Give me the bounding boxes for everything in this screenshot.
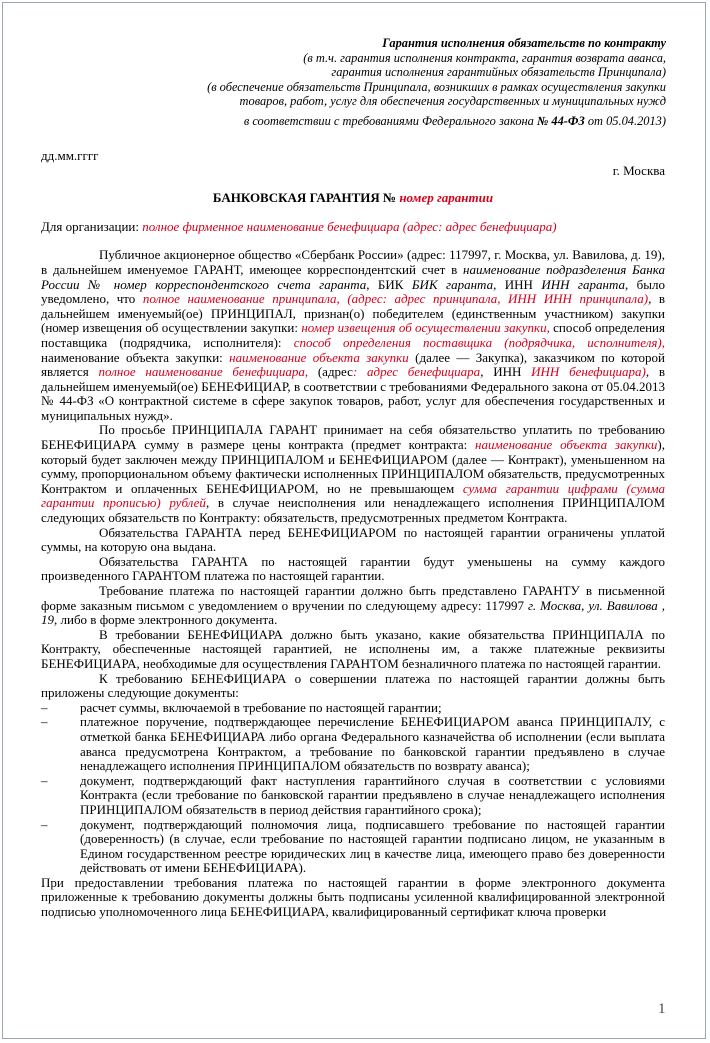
beneficiary-name-placeholder: полное наименование бенефициара,	[98, 364, 309, 380]
document-header	[41, 36, 666, 129]
list-item: – документ, подтверждающий факт наступления гарантийного случая в соответствии с условиями Контракта (если требование по банковской гарантии предъявлено в случае ненадлежащего исполнения ПРИНЦИПАЛОМ обязательств в период действия гарантийного срока);	[41, 772, 665, 817]
guarantee-title: БАНКОВСКАЯ ГАРАНТИЯ № номер гарантии	[212, 190, 494, 206]
header-line-2: (в т.ч. гарантия исполнения контракта, гарантия возврата аванса,	[303, 50, 666, 65]
beneficiary-address-placeholder: : адрес бенефициара	[352, 364, 481, 380]
obligation-paragraph: По просьбе ПРИНЦИПАЛА ГАРАНТ принимает на себя обязательство уплатить по требованию БЕНЕФИЦИАРА сумму в размере цены контракта (предмет контракта: наименование объекта закупки), который будет заключен между ПРИНЦИПАЛОМ и БЕНЕФИЦИАРОМ (далее — Контракт), уменьшенном на сумму, пропорциональном объему фактически исполненных ПРИНЦИПАЛОМ обязательств, предусмотренных Контрактом и оплаченных БЕНЕФИЦИАРОМ, но не превышающем сумма гарантии цифрами (сумма гарантии прописью) рублей, в случае неисполнения или ненадлежащего исполнения ПРИНЦИПАЛОМ следующих обязательств по Контракту: обязательств, предусмотренных предметом Контракта.	[41, 422, 666, 526]
supplier-method-placeholder: способ определения поставщика (подрядчика, исполнителя),	[293, 334, 665, 350]
reduction-paragraph: Обязательства ГАРАНТА по настоящей гарантии будут уменьшены на сумму каждого произведенного ГАРАНТОМ платежа по настоящей гарантии.	[41, 553, 665, 584]
header-line-5: товаров, работ, услуг для обеспечения государственных и муниципальных нужд	[239, 94, 666, 109]
beneficiary-placeholder: полное фирменное наименование бенефициара (адрес: адрес бенефициара)	[142, 218, 557, 234]
guarantee-number-placeholder: номер гарантии	[399, 190, 494, 206]
header-title: Гарантия исполнения обязательств по контракту	[382, 36, 666, 50]
demand-form-paragraph: Требование платежа по настоящей гарантии должно быть представлено ГАРАНТУ в письменной форме заказным письмом с уведомлением о вручении по следующему адресу: 117997 г. Москва, ул. Вавилова , 19, либо в форме электронного документа.	[41, 583, 665, 628]
limit-paragraph: Обязательства ГАРАНТА перед БЕНЕФИЦИАРОМ по настоящей гарантии ограничены уплатой суммы, на которую она выдана.	[41, 524, 665, 555]
procurement-object-placeholder: наименование объекта закупки	[229, 349, 409, 365]
electronic-demand-paragraph: При предоставлении требования платежа по настоящей гарантии в форме электронного документа приложенные к требованию документы должны быть подписаны усиленной квалифицированной электронной подписью уполномоченного лица БЕНЕФИЦИАРА, квалифицированный сертификат ключа проверки	[41, 874, 665, 920]
principal-placeholder: полное наименование принципала, (адрес: адрес принципала, ИНН ИНН принципала)	[142, 291, 649, 307]
header-line-6: в соответствии с требованиями Федерального закона № 44-ФЗ от 05.04.2013)	[243, 113, 666, 128]
guarantee-amount-placeholder: сумма гарантии цифрами (сумма гарантии прописью) рублей	[41, 480, 665, 511]
date-city-line	[41, 149, 665, 179]
document-city: г. Москва	[612, 162, 665, 178]
header-line-3: гарантия исполнения гарантийных обязательств Принципала)	[331, 65, 666, 80]
attachments-paragraph: К требованию БЕНЕФИЦИАРА о совершении платежа по настоящей гарантии должны быть приложены следующие документы:	[41, 670, 665, 701]
page-number: 1	[658, 1001, 666, 1017]
contract-subject-placeholder: наименование объекта закупки	[475, 437, 658, 453]
document-body	[41, 36, 665, 920]
intro-paragraph: Публичное акционерное общество «Сбербанк России» (адрес: 117997, г. Москва, ул. Вавилова, д. 19), в дальнейшем именуемое ГАРАНТ, имеющее корреспондентский счет в наименование подразделения Банка России № номер корреспондентского счета гаранта, БИК БИК гаранта, ИНН ИНН гаранта, было уведомлено, что полное наименование принципала, (адрес: адрес принципала, ИНН ИНН принципала), в дальнейшем именуемый(ое) ПРИНЦИПАЛ, признан(о) победителем (единственным участником) закупки (номер извещения об осуществлении закупки: номер извещения об осуществлении закупки, способ определения поставщика (подрядчика, исполнителя): способ определения поставщика (подрядчика, исполнителя), наименование объекта закупки: наименование объекта закупки (далее — Закупка), заказчиком по которой является полное наименование бенефициара, (адрес: адрес бенефициара, ИНН ИНН бенефициара), в дальнейшем именуемый(ое) БЕНЕФИЦИАР, в соответствии с требованиями Федерального закона от 05.04.2013 № 44-ФЗ «О контрактной системе в сфере закупок товаров, работ, услуг для обеспечения государственных и муниципальных нужд».	[41, 247, 666, 423]
list-item: – платежное поручение, подтверждающее перечисление БЕНЕФИЦИАРОМ аванса ПРИНЦИПАЛУ, с отметкой банка БЕНЕФИЦИАРА либо органа Федерального казначейства об исполнении (если выплата аванса предусмотрена Контрактом, а требование по банковской гарантии предъявлено в случае ненадлежащего исполнения ПРИНЦИПАЛОМ обязательств по возврату аванса);	[41, 714, 665, 774]
list-item: – документ, подтверждающий полномочия лица, подписавшего требование по настоящей гарантии (доверенность) (в случае, если требование по настоящей гарантии подписано лицом, не указанным в Едином государственном реестре юридических лиц в качестве лица, имеющего право без доверенности действовать от имени БЕНЕФИЦИАРА).	[41, 816, 665, 876]
list-item: – расчет суммы, включаемой в требование по настоящей гарантии;	[41, 699, 442, 715]
bank-address: г. Москва, ул. Вавилова , 19	[41, 597, 665, 628]
document-date: дд.мм.гггг	[41, 147, 99, 163]
notice-number-placeholder: номер извещения об осуществлении закупки,	[301, 320, 550, 336]
header-line-4: (в обеспечение обязательств Принципала, возникших в рамках осуществления закупки	[207, 79, 666, 94]
demand-content-paragraph: В требовании БЕНЕФИЦИАРА должно быть указано, какие обязательства ПРИНЦИПАЛА по Контракту, обеспеченные настоящей гарантией, не исполнены им, а также платежные реквизиты БЕНЕФИЦИАРА, необходимые для осуществления ГАРАНТОМ безналичного платежа по настоящей гарантии.	[41, 626, 665, 671]
beneficiary-inn-placeholder: ИНН бенефициара)	[531, 364, 646, 380]
beneficiary-line: Для организации: полное фирменное наименование бенефициара (адрес: адрес бенефициара)	[41, 218, 557, 234]
attachments-list	[41, 701, 665, 876]
